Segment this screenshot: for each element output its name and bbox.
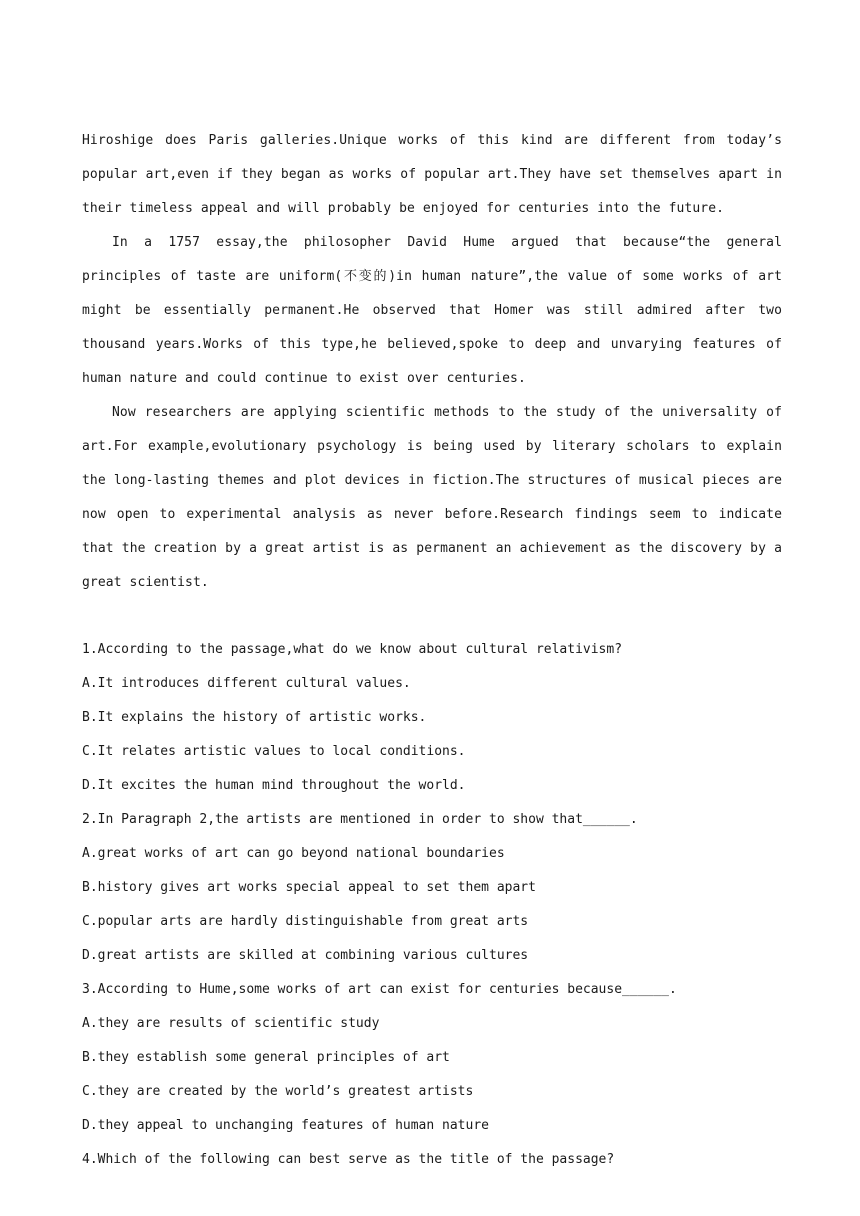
answer-option: D.It excites the human mind throughout the world. [82,778,466,793]
passage-paragraph-2: In a 1757 essay,the philosopher David Hume argued that because“the general principles of taste are uniform(不变的)in human nature”,the value of some works of art might be essentially permanent.He observed that Homer was still admired after two thousand years.Works of this type,he believed,spoke to deep and unvarying features of human nature and could continue to exist over centuries. [82,235,782,386]
passage-paragraph-3: Now researchers are applying scientific methods to the study of the universality of art.For example,evolutionary psychology is being used by literary scholars to explain the long-lasting themes and plot devices in fiction.The structures of musical pieces are now open to experimental analysis as never before.Research findings seem to indicate that the creation by a great artist is as permanent an achievement as the discovery by a great scientist. [82,405,782,590]
passage-paragraph-1: Hiroshige does Paris galleries.Unique works of this kind are different from today’s popular art,even if they began as works of popular art.They have set themselves apart in their timeless appeal and will probably be enjoyed for centuries into the future. [82,133,782,216]
question-3 [82,973,782,1143]
answer-option: D.they appeal to unchanging features of human nature [82,1118,489,1133]
question-stem: 1.According to the passage,what do we know about cultural relativism? [82,642,623,657]
question-stem: 4.Which of the following can best serve as the title of the passage? [82,1152,615,1167]
question-2 [82,803,782,973]
answer-option: A.they are results of scientific study [82,1016,380,1031]
document-content [82,124,782,1177]
answer-option: C.It relates artistic values to local conditions. [82,744,466,759]
answer-option: D.great artists are skilled at combining various cultures [82,948,529,963]
question-1 [82,633,782,803]
question-stem: 3.According to Hume,some works of art can exist for centuries because______. [82,982,677,997]
answer-option: C.they are created by the world’s greatest artists [82,1084,474,1099]
question-4 [82,1143,782,1177]
answer-option: B.history gives art works special appeal to set them apart [82,880,536,895]
question-stem: 2.In Paragraph 2,the artists are mentioned in order to show that______. [82,812,638,827]
answer-option: A.great works of art can go beyond national boundaries [82,846,505,861]
answer-option: A.It introduces different cultural values. [82,676,411,691]
section-gap [82,600,782,633]
answer-option: B.It explains the history of artistic works. [82,710,427,725]
answer-option: B.they establish some general principles of art [82,1050,450,1065]
answer-option: C.popular arts are hardly distinguishable from great arts [82,914,529,929]
